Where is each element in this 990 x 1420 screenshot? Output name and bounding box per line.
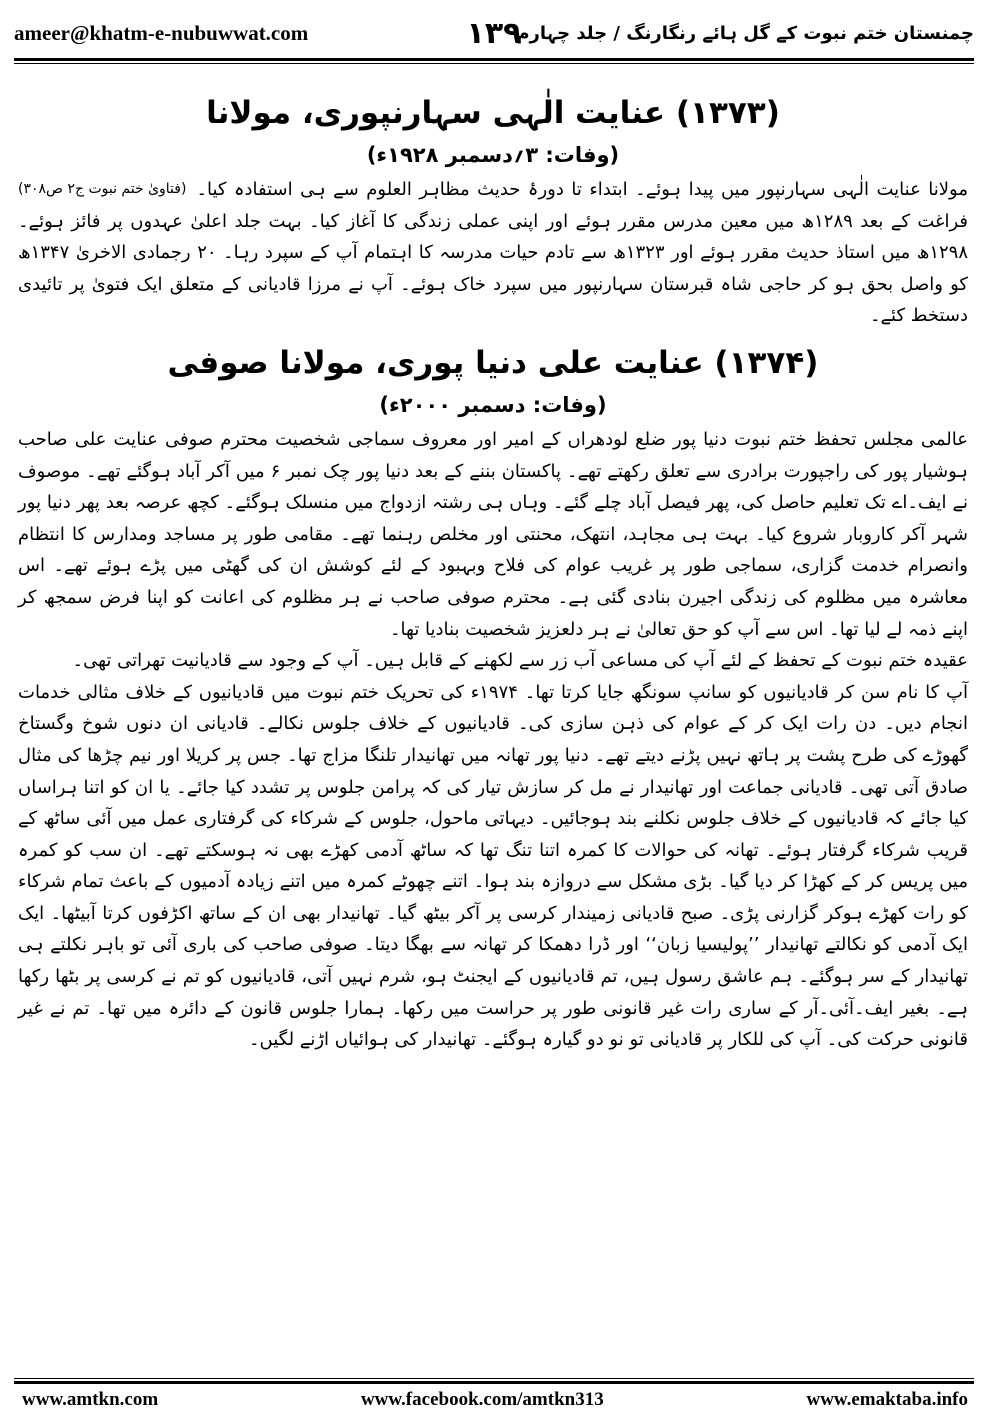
header-email[interactable]: ameer@khatm-e-nubuwwat.com (14, 20, 309, 45)
paragraph-text: مولانا عنایت الٰہی سہارنپور میں پیدا ہوئے۔ ابتداء تا دورۂ حدیث مظاہر العلوم سے ہی استفادہ کیا۔ فراغت کے بعد ۱۲۸۹ھ میں معین مدرس مقرر ہوئے اور اپنی عملی زندگی کا آغاز کیا۔ بہت جلد اعلیٰ عہدوں پر فائز ہوئے۔ ۱۲۹۸ھ میں استاذ حدیث مقرر ہوئے اور ۱۳۲۳ھ سے تادم حیات مدرسہ کا اہتمام آپ کے سپرد رہا۔ ۲۰ رجمادی الاخریٰ ۱۳۴۷ھ کو واصل بحق ہو کر حاجی شاہ قبرستان سہارنپور میں سپرد خاک ہوئے۔ آپ نے مرزا قادیانی کے متعلق ایک فتویٰ پر تائیدی دستخط کئے۔ (18, 179, 968, 327)
entry-death-date: (وفات: ۳؍دسمبر ۱۹۲۸ء) (366, 143, 620, 167)
header-rule (14, 58, 974, 64)
footer-link-amtkn[interactable]: www.amtkn.com (22, 1389, 159, 1410)
entry-1373 (18, 88, 968, 332)
reference-citation: (فتاویٰ ختم نبوت ج۲ ص۳۰۸) (18, 181, 187, 197)
page-content (18, 70, 968, 1360)
entry-paragraph: آپ کا نام سن کر قادیانیوں کو سانپ سونگھ جایا کرتا تھا۔ ۱۹۷۴ء کی تحریک ختم نبوت میں قادیانیوں کے خلاف مثالی خدمات انجام دیں۔ دن رات ایک کر کے عوام کی ذہن سازی کی۔ قادیانیوں کے خلاف جلوس نکالے۔ قادیانی ان دنوں شوخ وگستاخ گھوڑے کی طرح پشت پر ہاتھ نہیں پڑنے دیتے تھے۔ دنیا پور تھانہ میں تھانیدار تلنگا مزاج تھا۔ جس پر کریلا اور نیم چڑھا کی مثال صادق آتی تھی۔ قادیانی جماعت اور تھانیدار نے مل کر سازش تیار کی کہ پرامن جلوس پر تشدد کیا جائے۔ یا ان کو اتنا ہراساں کیا جائے کہ قادیانیوں کے خلاف جلوس نکلنے بند ہوجائیں۔ دیہاتی ماحول، جلوس کے شرکاء کی گرفتاری عمل میں آئی ساٹھ کے قریب شرکاء گرفتار ہوئے۔ تھانہ کی حوالات کا کمرہ اتنا تنگ تھا کہ ساٹھ آدمی کھڑے بھی نہ ہوسکتے تھے۔ ان سب کو کمرہ میں پریس کر کے کھڑا کر دیا گیا۔ بڑی مشکل سے دروازہ بند ہوا۔ اتنے چھوٹے کمرہ میں اتنے زیادہ آدمیوں کے باعث تمام شرکاء کو رات کھڑے ہوکر گزارنی پڑی۔ صبح قادیانی زمیندار کرسی پر آکر بیٹھ گیا۔ تھانیدار بھی ان کے ساتھ اکڑفوں کرتا آبیٹھا۔ ایک ایک آدمی کو نکالتے تھانیدار ’’پولیسیا زبان‘‘ اور ڈرا دھمکا کر تھانہ سے بھگا دیتا۔ صوفی صاحب کی باری آئی تو باہر نکلتے ہی تھانیدار کے سر ہوگئے۔ ہم عاشق رسول ہیں، تم قادیانیوں کے ایجنٹ ہو، شرم نہیں آتی، قادیانیوں کو تم نے کرسی پر بٹھا رکھا ہے۔ بغیر ایف۔آئی۔آر کے ساری رات غیر قانونی طور پر حراست میں رکھا۔ ہمارا جلوس قانون کے دائرہ میں تھا۔ تم نے غیر قانونی حرکت کی۔ آپ کی للکار پر قادیانی تو نو دو گیارہ ہوگئے۔ تھانیدار کی ہوائیاں اڑنے لگیں۔ (18, 681, 968, 1051)
entry-paragraph: عقیدہ ختم نبوت کے تحفظ کے لئے آپ کی مساعی آب زر سے لکھنے کے قابل ہیں۔ آپ کے وجود سے قادیانیت تھراتی تھی۔ (72, 650, 968, 672)
entry-title: (۱۳۷۳) عنایت الٰہی سہارنپوری، مولانا (206, 95, 780, 131)
footer-rule (14, 1378, 974, 1384)
entry-title: (۱۳۷۴) عنایت علی دنیا پوری، مولانا صوفی (167, 344, 819, 381)
footer-link-facebook[interactable]: www.facebook.com/amtkn313 (360, 1389, 604, 1410)
page-number: ۱۳۹ (466, 15, 522, 51)
footer-link-emaktaba[interactable]: www.emaktaba.info (806, 1389, 968, 1410)
book-title: چمنستان ختم نبوت کے گل ہائے رنگارنگ / جلد چہارم (516, 22, 974, 44)
entry-paragraph (18, 174, 968, 332)
entry-paragraph: عالمی مجلس تحفظ ختم نبوت دنیا پور ضلع لودھراں کے امیر اور معروف سماجی شخصیت محترم صوفی عنایت علی صاحب ہوشیار پور کی راجپورت برادری سے تعلق رکھتے تھے۔ پاکستان بننے کے بعد دنیا پور چک نمبر ۶ میں آکر آباد ہوگئے تھے۔ موصوف نے ایف۔اے تک تعلیم حاصل کی، پھر فیصل آباد چلے گئے۔ وہاں ہی رشتہ ازدواج میں منسلک ہوگئے۔ کچھ عرصہ بعد پھر دنیا پور شہر آکر کاروبار شروع کیا۔ بہت ہی مجاہد، انتھک، محنتی اور مخلص رہنما تھے۔ مقامی طور پر مساجد ومدارس کا انتظام وانصرام خدمت گزاری، سماجی طور پر غریب عوام کی فلاح وبہبود کے لئے کوشش ان کی گھٹی میں پڑے ہوئے تھے۔ اس معاشرہ میں مظلوم کی زندگی اجیرن بنادی گئی ہے۔ محترم صوفی صاحب نے ہر مظلوم کی اعانت کو اپنا فرض سمجھ کر اپنے ذمہ لے لیا تھا۔ اس سے آپ کو حق تعالیٰ نے ہر دلعزیز شخصیت بنادیا تھا۔ (18, 428, 968, 640)
page-footer (22, 1386, 968, 1414)
page-header (14, 12, 974, 54)
entry-death-date: (وفات: دسمبر ۲۰۰۰ء) (379, 392, 607, 417)
entry-1374 (18, 338, 968, 1056)
